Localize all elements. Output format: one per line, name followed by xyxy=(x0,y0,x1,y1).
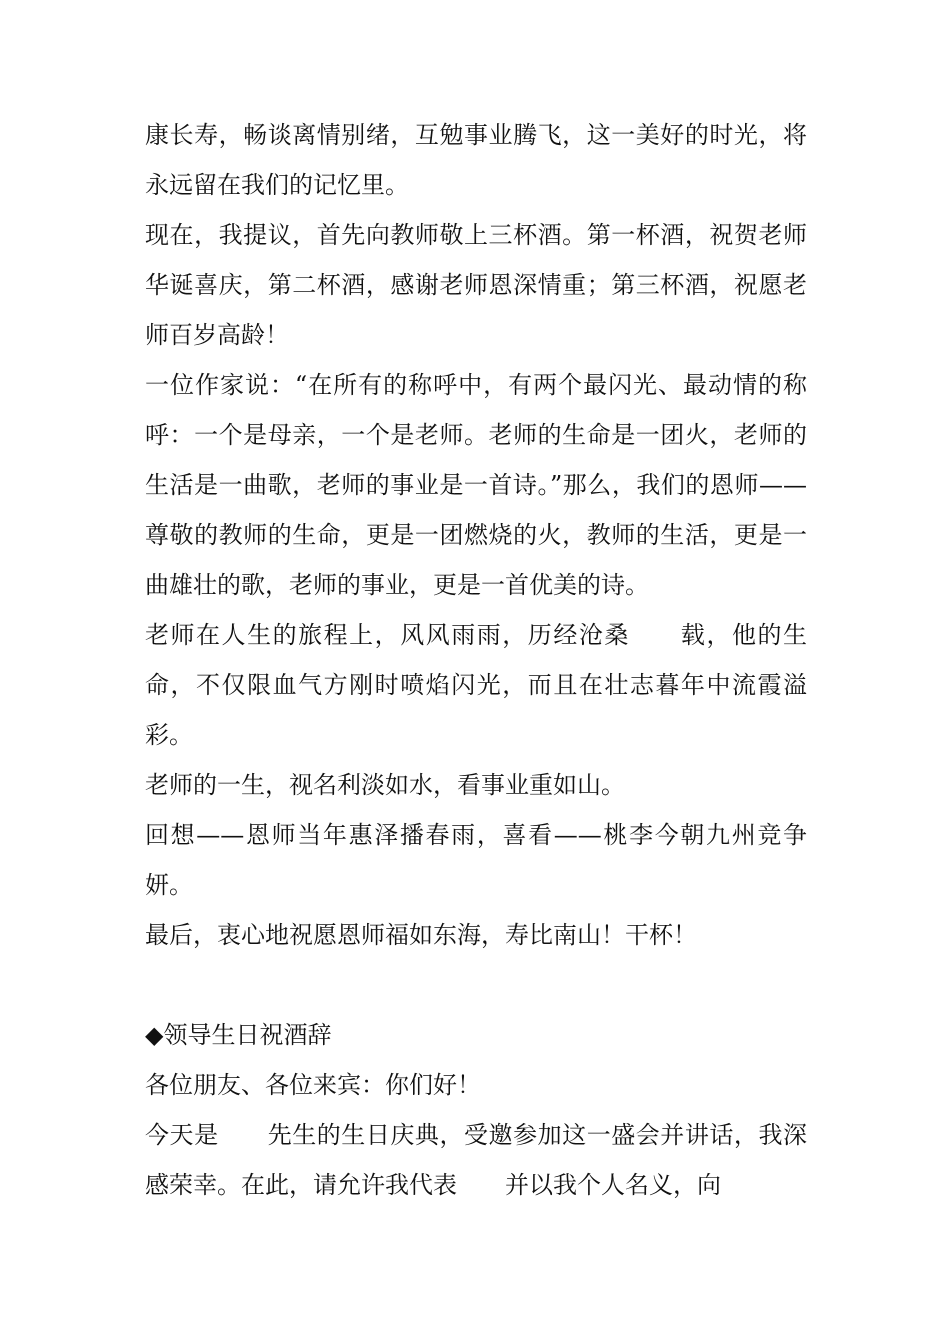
paragraph: 老师的一生，视名利淡如水，看事业重如山。 xyxy=(145,771,625,799)
section-heading: ◆领导生日祝酒辞 xyxy=(145,1021,332,1049)
paragraph: 各位朋友、各位来宾：你们好！ xyxy=(145,1071,481,1099)
paragraph: 一位作家说：“在所有的称呼中，有两个最闪光、最动情的称呼：一个是母亲，一个是老师。老师的生命是一团火，老师的生活是一曲歌，老师的事业是一首诗。”那么，我们的恩师——尊敬的教师的生命，更是一团燃烧的火，教师的生活，更是一曲雄壮的歌，老师的事业，更是一首优美的诗。 xyxy=(145,371,807,599)
paragraph: 老师在人生的旅程上，风风雨雨，历经沧桑 载，他的生命，不仅限血气方刚时喷焰闪光，而且在壮志暮年中流霞溢彩。 xyxy=(145,621,807,749)
document-body xyxy=(145,110,807,1210)
blank-line xyxy=(145,960,807,1010)
paragraph: 回想——恩师当年惠泽播春雨，喜看——桃李今朝九州竞争妍。 xyxy=(145,821,807,899)
paragraph: 最后，衷心地祝愿恩师福如东海，寿比南山！干杯！ xyxy=(145,921,697,949)
paragraph: 今天是 先生的生日庆典，受邀参加这一盛会并讲话，我深感荣幸。在此，请允许我代表 并以我个人名义，向 xyxy=(145,1121,807,1199)
paragraph: 现在，我提议，首先向教师敬上三杯酒。第一杯酒，祝贺老师华诞喜庆，第二杯酒，感谢老师恩深情重；第三杯酒，祝愿老师百岁高龄！ xyxy=(145,221,807,349)
paragraph: 康长寿，畅谈离情别绪，互勉事业腾飞，这一美好的时光，将永远留在我们的记忆里。 xyxy=(145,121,807,199)
